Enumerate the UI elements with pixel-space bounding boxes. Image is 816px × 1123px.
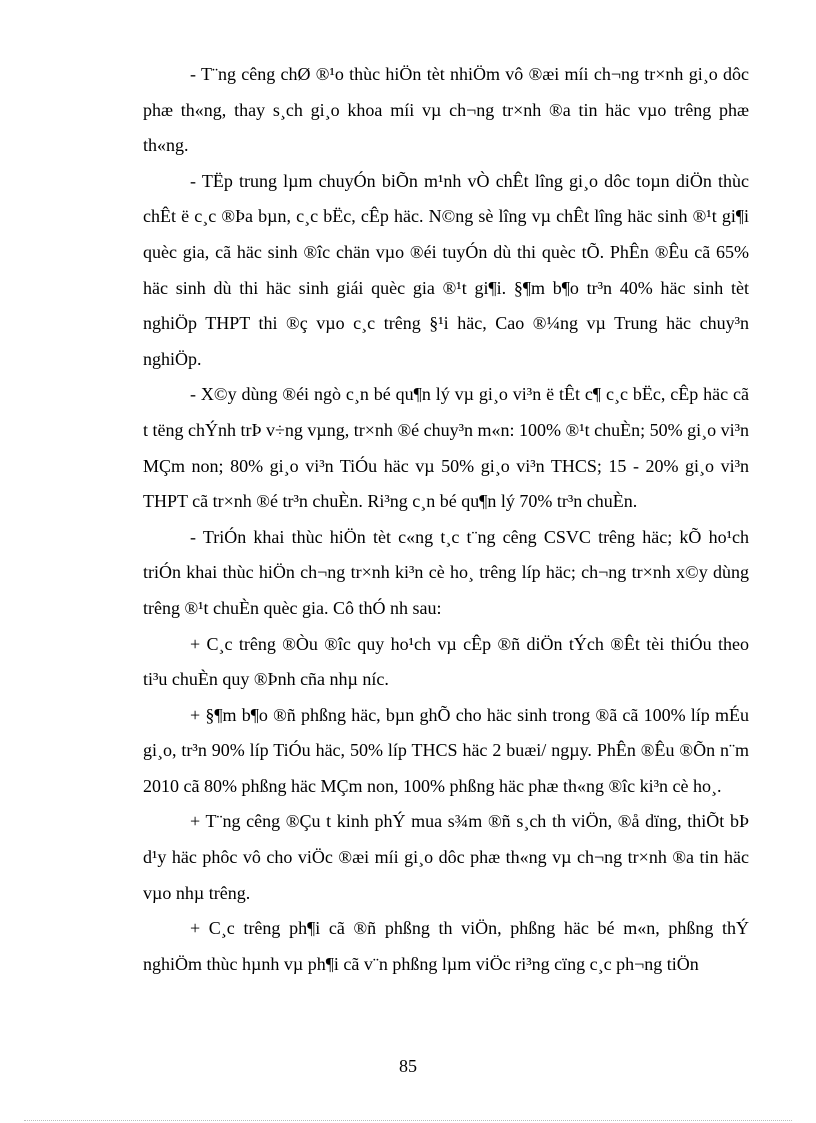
page-number: 85 [399, 1056, 417, 1076]
paragraph-curriculum: - T¨ng cêng chØ ®¹o thùc hiÖn tèt nhiÖm vô ®æi míi ch¬ng tr×nh gi¸o dôc phæ th«ng, thay s¸ch gi¸o khoa míi vµ ch¬ng tr×nh ®a tin häc vµo trêng phæ th«ng. [143, 64, 749, 156]
paragraph-libraries: + C¸c trêng ph¶i cã ®ñ phßng th viÖn, phßng häc bé m«n, phßng thÝ nghiÖm thùc hµnh vµ ph¶i cã v¨n phßng lµm viÖc ri³ng cïng c¸c ph¬ng tiÖn [143, 918, 749, 974]
paragraph-staff: - X©y dùng ®éi ngò c¸n bé qu¶n lý vµ gi¸o vi³n ë tÊt c¶ c¸c bËc, cÊp häc cã t tëng chÝnh trÞ v÷ng vµng, tr×nh ®é chuy³n m«n: 100% ®¹t chuÈn; 50% gi¸o vi³n MÇm non; 80% gi¸o vi³n TiÓu häc vµ 50% gi¸o vi³n THCS; 15 - 20% gi¸o vi³n THPT cã tr×nh ®é tr³n chuÈn. Ri³ng c¸n bé qu¶n lý 70% tr³n chuÈn. [143, 384, 749, 512]
paragraph-classrooms: + §¶m b¶o ®ñ phßng häc, bµn ghÕ cho häc sinh trong ®ã cã 100% líp mÉu gi¸o, tr³n 90% líp TiÓu häc, 50% líp THCS häc 2 buæi/ ngµy. PhÊn ®Êu ®Õn n¨m 2010 cã 80% phßng häc MÇm non, 100% phßng häc phæ th«ng ®îc ki³n cè ho¸. [143, 704, 749, 796]
paragraph-equipment: + T¨ng cêng ®Çu t kinh phÝ mua s¾m ®ñ s¸ch th viÖn, ®å dïng, thiÕt bÞ d¹y häc phôc vô cho viÖc ®æi míi gi¸o dôc phæ th«ng vµ ch¬ng tr×nh ®a tin häc vµo nhµ trêng. [143, 811, 749, 903]
document-body [143, 57, 749, 982]
paragraph-land-planning: + C¸c trêng ®Òu ®îc quy ho¹ch vµ cÊp ®ñ diÖn tÝch ®Êt tèi thiÓu theo ti³u chuÈn quy ®Þnh cña nhµ níc. [143, 633, 749, 690]
paragraph-education-quality: - TËp trung lµm chuyÓn biÕn m¹nh vÒ chÊt lîng gi¸o dôc toµn diÖn thùc chÊt ë c¸c ®Þa bµn, c¸c bËc, cÊp häc. N©ng sè lîng vµ chÊt lîng häc sinh ®¹t gi¶i quèc gia, cã häc sinh ®îc chän vµo ®éi tuyÓn dù thi quèc tÕ. PhÊn ®Êu cã 65% häc sinh dù thi häc sinh giái quèc gia ®¹t gi¶i. §¶m b¶o tr³n 40% häc sinh tèt nghiÖp THPT thi ®ç vµo c¸c trêng §¹i häc, Cao ®¼ng vµ Trung häc chuy³n nghiÖp. [143, 170, 749, 369]
page-bottom-divider [24, 1120, 792, 1121]
paragraph-facilities: - TriÓn khai thùc hiÖn tèt c«ng t¸c t¨ng cêng CSVC trêng häc; kÕ ho¹ch triÓn khai thùc hiÖn ch¬ng tr×nh ki³n cè ho¸ trêng líp häc; ch¬ng tr×nh x©y dùng trêng ®¹t chuÈn quèc gia. Cô thÓ nh sau: [143, 526, 749, 618]
